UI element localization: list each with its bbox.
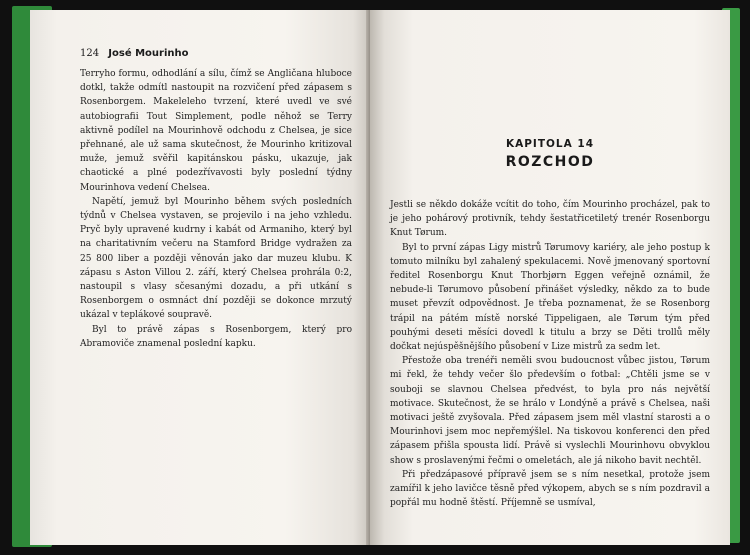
page-number: 124 [80, 48, 100, 59]
left-page [30, 10, 370, 545]
body-paragraph: Při předzápasové přípravě jsem se s ním nesetkal, protože jsem zamířil k jeho lavičce těsně před výkopem, abych se s ním pozdravil a popřál mu hodně štěstí. Příjemně se usmíval, [390, 469, 710, 509]
running-header [80, 48, 352, 59]
body-paragraph: Byl to první zápas Ligy mistrů Tørumovy kariéry, ale jeho postup k tomuto milníku byl zahalený spekulacemi. Nově jmenovaný sportovní ředitel Rosenborgu Knut Thorbjørn Eggen veřejně oznámil, že nebude-li Tørumovo působení přinášet výsledky, někdo za to bude muset převzít odpovědnost. Je třeba poznamenat, že se Rosenborg trápil na pátém místě norské Tippeligaen, ale Tørum tým před pouhými deseti měsíci dovedl k titulu a brzy se Děti trollů měly dočkat nejúspěšnějšího působení v Lize mistrů za sedm let. [390, 242, 710, 353]
chapter-title: ROZCHOD [505, 154, 595, 170]
body-paragraph: Jestli se někdo dokáže vcítit do toho, čím Mourinho procházel, pak to je jeho pohárový protivník, tehdy šestatřicetiletý trenér Rosenborgu Knut Tørum. [390, 200, 710, 239]
chapter-label: KAPITOLA 14 [505, 138, 595, 150]
body-paragraph: Terryho formu, odhodlání a sílu, čímž se Angličana hluboce dotkl, takže odmítl nastoupit na rozvičení před zápasem s Rosenborgem. Makeleleho tvrzení, které uvedl ve své autobiografii Tout Simplement, podle něhož se Terry aktivně podílel na Mourinhově odchodu z Chelsea, je sice přehnané, ale už sama skutečnost, že Mourinho kritizoval muže, jemuž svěřil kapitánskou pásku, ukazuje, jak chaotické a plné podezřívavosti byly poslední týdny Mourinhova vedení Chelsea. [80, 69, 352, 193]
right-page [370, 10, 730, 545]
running-head-author: José Mourinho [108, 48, 189, 59]
body-paragraph: Byl to právě zápas s Rosenborgem, který pro Abramoviče znamenal poslední kapku. [80, 324, 352, 349]
body-paragraph: Napětí, jemuž byl Mourinho během svých posledních týdnů v Chelsea vystaven, se projevilo i na jeho vzhledu. Pryč byly upravené kudrny i kabát od Armaniho, který byl na charitativním večeru na Stamford Bridge vydražen za 25 800 liber a později věnován jako dar muzeu klubu. K zápasu s Aston Villou 2. září, který Chelsea prohrála 0:2, nastoupil s vlasy sčesanými dozadu, a při utkání s Rosenborgem o osmnáct dní později se dokonce mrzutý ukázal v teplákové soupravě. [80, 196, 352, 321]
body-paragraph: Přestože oba trenéři neměli svou budoucnost vůbec jistou, Tørum mi řekl, že tehdy večer šlo především o fotbal: „Chtěli jsme se v souboji se slavnou Chelsea předvést, to byla pro nás největší motivace. Skutečnost, že se hrálo v Londýně a právě s Chelsea, naši motivaci ještě zvyšovala. Před zápasem jsem měl vlastní starosti a o Mourinhovi jsem moc nepřemýšlel. Na tiskovou konferenci den před zápasem přišla spousta lidí. Právě si vyslechli Mourinhovu obvyklou show s proslavenými řečmi o omeletách, ale já nikoho bavit nechtěl. [390, 356, 710, 466]
